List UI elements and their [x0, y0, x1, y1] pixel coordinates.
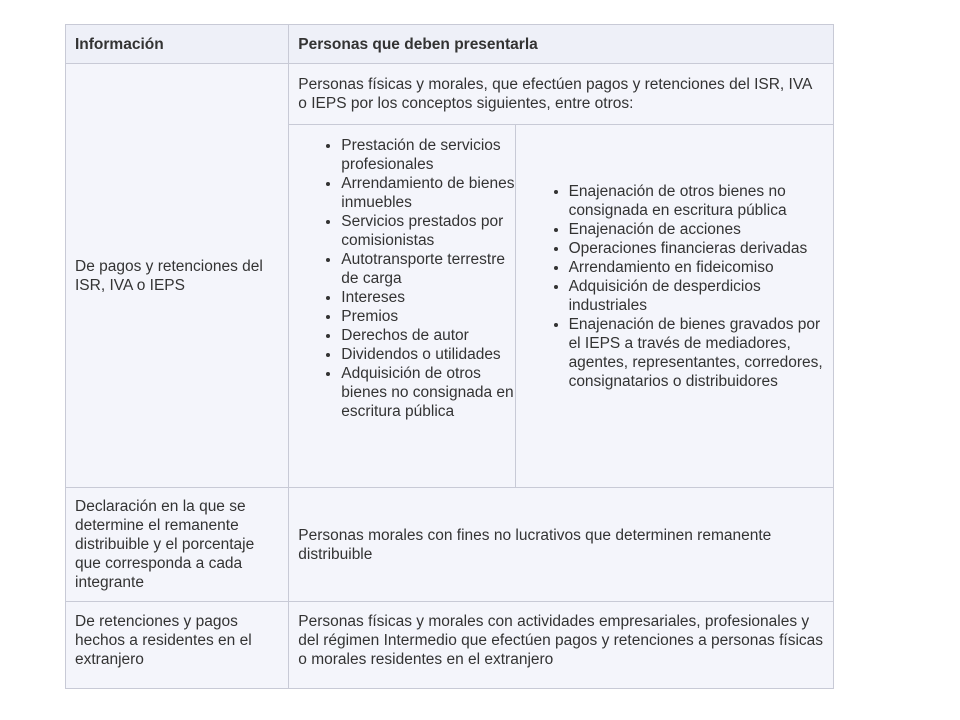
header-personas: Personas que deben presentarla: [289, 25, 834, 64]
concepts-list-right-cell: [515, 125, 833, 488]
header-row: [66, 25, 834, 64]
info-cell-declaracion: Declaración en la que se determine el remanente distribuible y el porcentaje que corresponda a cada integrante: [66, 488, 289, 602]
table-row-pagos-intro: [66, 64, 834, 125]
table-row-extranjero: [66, 602, 834, 689]
list-item: Servicios prestados por comisionistas: [289, 212, 514, 250]
concepts-list-left: [289, 125, 514, 421]
concepts-list-right: [516, 125, 833, 391]
list-item: Prestación de servicios profesionales: [289, 136, 514, 174]
persons-cell-declaracion: Personas morales con fines no lucrativos que determinen remanente distribuible: [289, 488, 834, 602]
list-item: Intereses: [289, 288, 514, 307]
list-item: Arrendamiento de bienes inmuebles: [289, 174, 514, 212]
list-item: Arrendamiento en fideicomiso: [516, 258, 833, 277]
list-item: Adquisición de otros bienes no consignada en escritura pública: [289, 364, 514, 421]
info-cell-pagos: De pagos y retenciones del ISR, IVA o IEPS: [66, 64, 289, 488]
intro-cell-pagos: Personas físicas y morales, que efectúen pagos y retenciones del ISR, IVA o IEPS por los conceptos siguientes, entre otros:: [289, 64, 834, 125]
list-item: Enajenación de otros bienes no consignada en escritura pública: [516, 182, 833, 220]
list-item: Premios: [289, 307, 514, 326]
info-cell-extranjero: De retenciones y pagos hechos a residentes en el extranjero: [66, 602, 289, 689]
list-item: Adquisición de desperdicios industriales: [516, 277, 833, 315]
list-item: Autotransporte terrestre de carga: [289, 250, 514, 288]
persons-cell-extranjero: Personas físicas y morales con actividades empresariales, profesionales y del régimen Intermedio que efectúen pagos y retenciones a personas físicas o morales residentes en el extranjero: [289, 602, 834, 689]
list-item: Operaciones financieras derivadas: [516, 239, 833, 258]
concepts-list-left-cell: [289, 125, 515, 488]
header-informacion: Información: [66, 25, 289, 64]
list-item: Dividendos o utilidades: [289, 345, 514, 364]
obligations-table: [65, 24, 834, 689]
list-item: Enajenación de bienes gravados por el IEPS a través de mediadores, agentes, representantes, corredores, consignatarios o distribuidores: [516, 315, 833, 391]
list-item: Enajenación de acciones: [516, 220, 833, 239]
list-item: Derechos de autor: [289, 326, 514, 345]
table-row-declaracion: [66, 488, 834, 602]
